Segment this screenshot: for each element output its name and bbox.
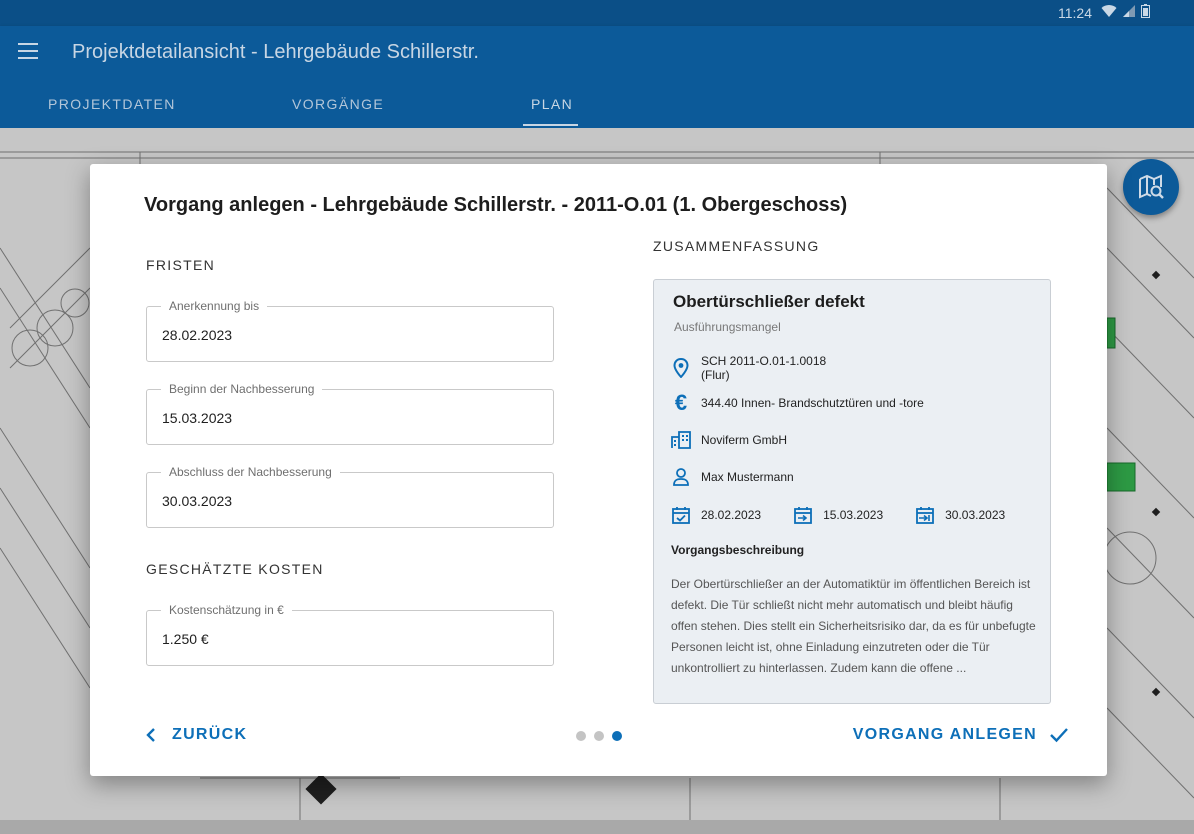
person-icon — [670, 466, 692, 488]
date-abschluss: 30.03.2023 — [945, 508, 1006, 522]
abschluss-value: 30.03.2023 — [162, 493, 233, 509]
summary-person — [670, 466, 794, 488]
status-icons — [1101, 4, 1150, 18]
beginn-label: Beginn der Nachbesserung — [161, 382, 322, 396]
location-line2: (Flur) — [701, 368, 730, 382]
summary-dates — [670, 504, 1036, 526]
abschluss-field[interactable] — [146, 465, 554, 528]
status-time: 11:24 — [1058, 5, 1092, 21]
anerkennung-field[interactable] — [146, 299, 554, 362]
kosten-value: 1.250 € — [162, 631, 209, 647]
pager-dot — [594, 731, 604, 741]
cost-item-text: 344.40 Innen- Brandschutztüren und -tore — [701, 396, 924, 410]
tab-plan[interactable]: PLAN — [531, 96, 574, 112]
summary-heading: ZUSAMMENFASSUNG — [653, 238, 820, 254]
create-issue-dialog — [90, 164, 1107, 776]
date-anerkennung: 28.02.2023 — [701, 508, 762, 522]
summary-location — [670, 354, 826, 382]
bottom-bar — [0, 820, 1194, 834]
battery-icon — [1141, 4, 1150, 18]
app-bar — [0, 26, 1194, 128]
location-line1: SCH 2011-O.01-1.0018 — [701, 354, 827, 368]
create-label: VORGANG ANLEGEN — [852, 726, 1037, 743]
checkmark-icon — [1049, 727, 1069, 743]
page-title: Projektdetailansicht - Lehrgebäude Schillerstr. — [72, 41, 479, 63]
status-bar — [0, 0, 1194, 26]
step-pager — [576, 731, 622, 741]
date-beginn: 15.03.2023 — [823, 508, 884, 522]
summary-company — [670, 429, 787, 451]
kosten-field[interactable] — [146, 603, 554, 666]
chevron-left-icon — [146, 727, 156, 743]
menu-icon[interactable] — [18, 43, 38, 59]
anerkennung-value: 28.02.2023 — [162, 327, 233, 343]
summary-cost — [670, 392, 924, 414]
beginn-field[interactable] — [146, 382, 554, 445]
map-search-icon — [1137, 173, 1165, 201]
create-issue-button[interactable] — [853, 726, 1069, 744]
abschluss-label: Abschluss der Nachbesserung — [161, 465, 340, 479]
company-building-icon — [670, 429, 692, 451]
person-text: Max Mustermann — [701, 470, 794, 484]
description-heading: Vorgangsbeschreibung — [671, 543, 805, 557]
tab-projektdaten[interactable]: PROJEKTDATEN — [48, 96, 176, 112]
dialog-title: Vorgang anlegen - Lehrgebäude Schillerstr. - 2011-O.01 (1. Obergeschoss) — [144, 194, 848, 216]
summary-card — [653, 279, 1051, 704]
pager-dot-active — [612, 731, 622, 741]
description-text: Der Obertürschließer an der Automatiktür im öffentlichen Bereich ist defekt. Die Tür schließt nicht mehr automatisch und bleibt häufig offen stehen. Dies stellt ein Sicherheitsrisiko dar, da es für unbefugte Personen leicht ist, ohne Einladung einzutreten oder die Tür unkontrolliert zu hinterlassen. Zudem kann die offene ... — [671, 577, 1036, 675]
beginn-value: 15.03.2023 — [162, 410, 233, 426]
calendar-check-icon — [670, 504, 692, 526]
anerkennung-label: Anerkennung bis — [161, 299, 267, 313]
calendar-start-icon — [792, 504, 814, 526]
map-search-button[interactable] — [1123, 159, 1179, 215]
back-label: ZURÜCK — [172, 726, 248, 743]
tab-vorgaenge[interactable]: VORGÄNGE — [292, 96, 385, 112]
back-button[interactable] — [146, 726, 247, 744]
company-text: Noviferm GmbH — [701, 433, 788, 447]
signal-icon — [1123, 5, 1135, 17]
wifi-icon — [1101, 4, 1117, 18]
location-pin-icon — [670, 357, 692, 379]
summary-category: Ausführungsmangel — [674, 320, 781, 334]
summary-title: Obertürschließer defekt — [673, 292, 865, 311]
fristen-heading: FRISTEN — [146, 257, 215, 273]
kosten-heading: GESCHÄTZTE KOSTEN — [146, 561, 324, 577]
calendar-end-icon — [914, 504, 936, 526]
active-tab-indicator — [523, 124, 578, 126]
kosten-label: Kostenschätzung in € — [161, 603, 292, 617]
euro-icon: € — [674, 390, 688, 415]
pager-dot — [576, 731, 586, 741]
